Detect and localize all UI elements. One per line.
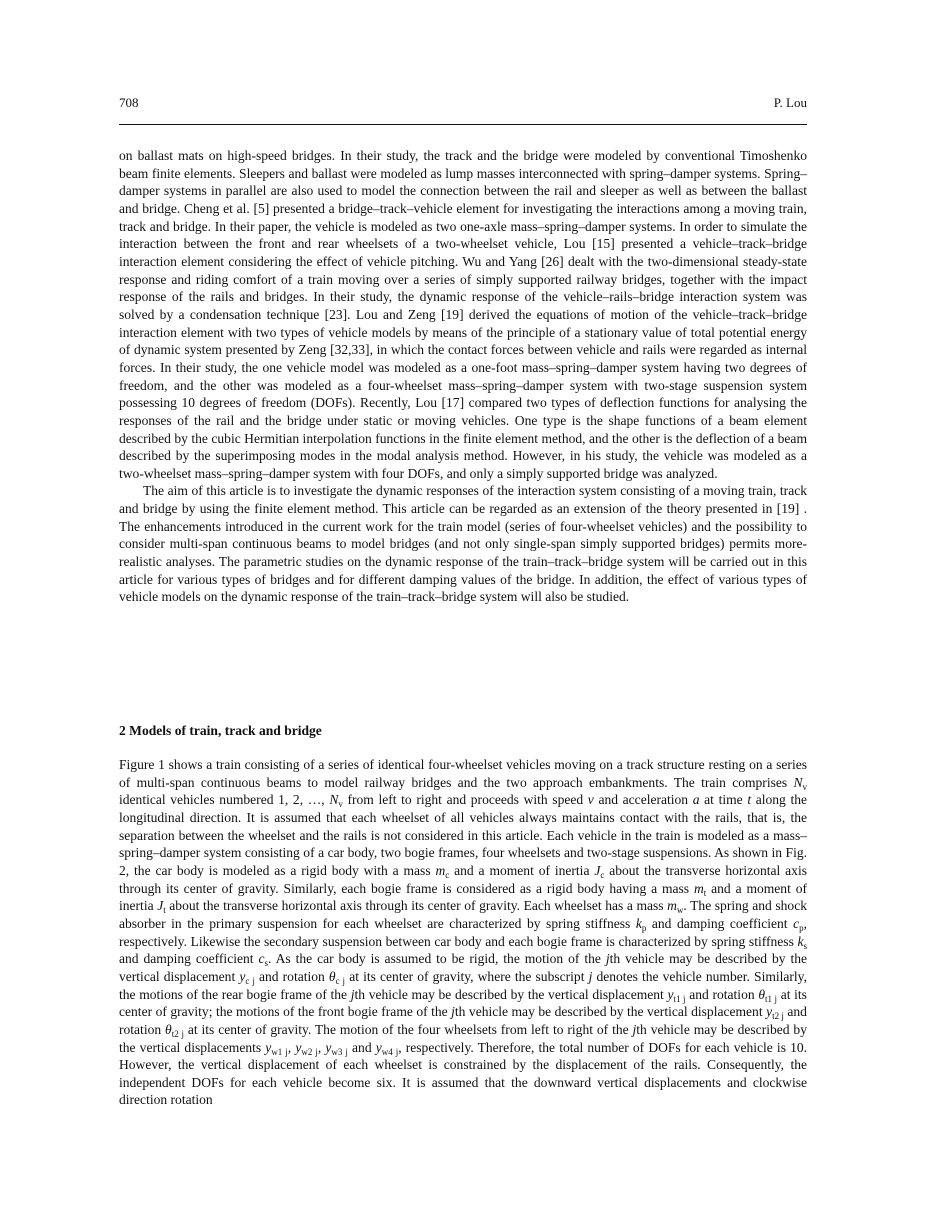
section-heading: 2 Models of train, track and bridge <box>119 723 322 738</box>
intro-paragraph: on ballast mats on high-speed bridges. In their study, the track and the bridge were modeled by conventional Timoshenko beam finite elements. Sleepers and ballast were modeled as lump masses interconnected with spring–damper systems. Spring–damper systems in parallel are also used to model the connection between the rail and sleeper as well as between the ballast and bridge. Cheng et al. [5] presented a bridge–track–vehicle element for investigating the interactions among a moving train, track and bridge. In their paper, the vehicle is modeled as two one-axle mass–spring–damper systems. In order to simulate the interaction between the front and rear wheelsets of a two-wheelset vehicle, Lou [15] presented a vehicle–track–bridge interaction element considering the effect of vehicle pitching. Wu and Yang [26] dealt with the two-dimensional steady-state response and riding comfort of a train moving over a series of simply supported railway bridges, together with the impact response of the rails and bridges. In their study, the dynamic response of the vehicle–rails–bridge interaction system was solved by a condensation technique [23]. Lou and Zeng [19] derived the equations of motion of the vehicle–track–bridge interaction element with two types of vehicle models by means of the principle of a stationary value of total potential energy of dynamic system presented by Zeng [32,33], in which the contact forces between vehicle and rails were regarded as internal forces. In their study, the one vehicle model was modeled as a one-foot mass–spring–damper system having two degrees of freedom, and the other was modeled as a four-wheelset mass–spring–damper system with two-stage suspension system possessing 10 degrees of freedom (DOFs). Recently, Lou [17] compared two types of deflection functions for analysing the responses of the rail and the bridge under static or moving vehicles. One type is the shape functions of a beam element described by the cubic Hermitian interpolation functions in the finite element method, and the other is the deflection of a beam described by the superimposing modes in the modal analysis method. However, in his study, the vehicle was modeled as a two-wheelset mass–spring–damper system with four DOFs, and only a simply supported bridge was analyzed. <box>119 148 807 481</box>
intro-paragraph: The aim of this article is to investigate the dynamic responses of the interaction system consisting of a moving train, track and bridge by using the finite element method. This article can be regarded as an extension of the theory presented in [19] . The enhancements introduced in the current work for the train model (series of four-wheelset vehicles) and the possibility to consider multi-span continuous beams to model bridges (and not only single-span simply supported bridges) permits more-realistic analyses. The parametric studies on the dynamic response of the train–track–bridge system will be carried out in this article for various types of bridges and for different damping values of the bridge. In addition, the effect of various types of vehicle models on the dynamic response of the train–track–bridge system will also be studied. <box>119 483 807 605</box>
section-paragraph: Figure 1 shows a train consisting of a series of identical four-wheelset vehicles moving on a track structure resting on a series of multi-span continuous beams to model railway bridges and the two approach embankments. The train comprises $N_v$ identical vehicles numbered 1, 2, …, $N_v$ from left to right and proceeds with speed v and acceleration a at time t along the longitudinal direction. It is assumed that each wheelset of all vehicles always maintains contact with the rails, that is, the separation between the wheelset and the rails is not considered in this article. Each vehicle in the train is modeled as a mass–spring–damper system consisting of a car body, two bogie frames, four wheelsets and two-stage suspensions. As shown in Fig. 2, the car body is modeled as a rigid body with a mass $m_c$ and a moment of inertia $J_c$ about the transverse horizontal axis through its center of gravity. Similarly, each bogie frame is considered as a rigid body having a mass $m_t$ and a moment of inertia $J_t$ about the transverse horizontal axis through its center of gravity. Each wheelset has a mass $m_w$. The spring and shock absorber in the primary suspension for each wheelset are characterized by spring stiffness $k_p$ and damping coefficient $c_p$, respectively. Likewise the secondary suspension between car body and each bogie frame is characterized by spring stiffness $k_s$ and damping coefficient $c_s$. As the car body is assumed to be rigid, the motion of the jth vehicle may be described by the vertical displacement $y_{c j}$ and rotation $\theta_{c j}$ at its center of gravity, where the subscript j denotes the vehicle number. Similarly, the motions of the rear bogie frame of the jth vehicle may be described by the vertical displacement $y_{t1 j}$ and rotation $\theta_{t1 j}$ at its center of gravity; the motions of the front bogie frame of the jth vehicle may be described by the vertical displacement $y_{t2 j}$ and rotation $\theta_{t2 j}$ at its center of gravity. The motion of the four wheelsets from left to right of the jth vehicle may be described by the vertical displacements $y_{w1 j}$, $y_{w2 j}$, $y_{w3 j}$ and $y_{w4 j}$, respectively. Therefore, the total number of DOFs for each vehicle is 10. However, the vertical displacement of each wheelset is constrained by the displacement of the rails. Consequently, the independent DOFs for each vehicle become six. It is assumed that the downward vertical displacements and clockwise direction rotation <box>119 757 808 1108</box>
running-header <box>119 95 807 111</box>
intro-text-block <box>119 147 807 606</box>
section-2-body <box>119 756 807 1109</box>
header-rule <box>119 124 807 125</box>
running-author: P. Lou <box>773 95 807 110</box>
page-number: 708 <box>119 95 139 110</box>
